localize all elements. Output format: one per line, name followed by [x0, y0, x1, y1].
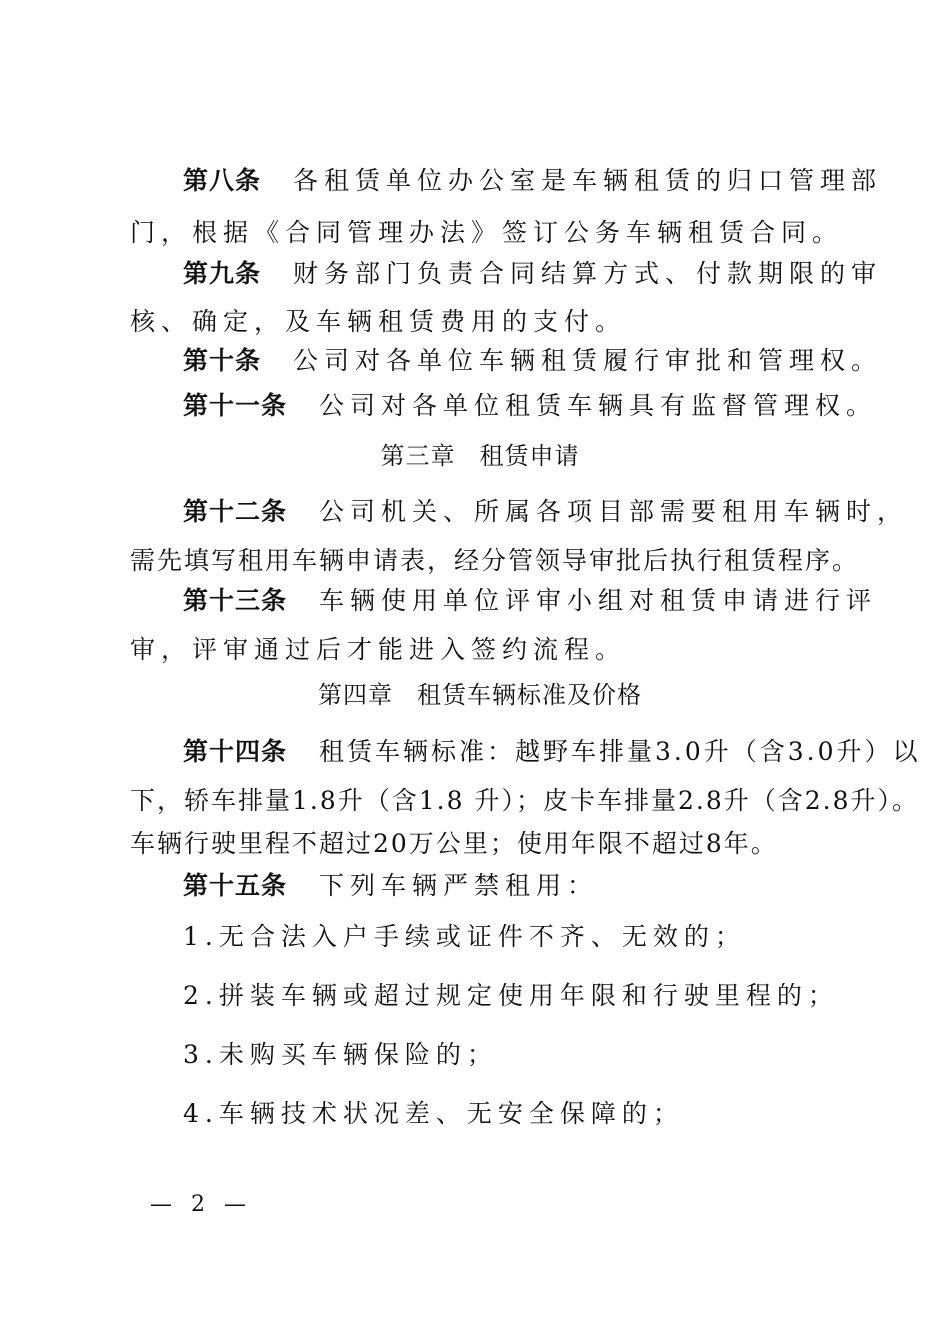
- article-11-label: 第十一条: [183, 391, 288, 420]
- article-14-text: 租赁车辆标准：越野车排量3.0升（含3.0升）以: [319, 737, 921, 766]
- article-15-text: 下列车辆严禁租用：: [319, 871, 599, 900]
- page-number: — 2 —: [150, 1192, 252, 1217]
- chapter-4-heading: [130, 675, 830, 715]
- article-9-text: 财务部门负责合同结算方式、付款期限的审: [293, 259, 883, 288]
- article-15-item-4: 4.车辆技术状况差、无安全保障的；: [183, 1099, 684, 1128]
- article-12-line-1: [183, 492, 909, 532]
- article-13-text: 车辆使用单位评审小组对租赁申请进行评: [319, 586, 878, 615]
- chapter-3-title: 租赁申请: [479, 442, 580, 470]
- article-14-line-1: [183, 732, 921, 772]
- article-10-label: 第十条: [183, 346, 262, 375]
- article-14-line-2: 下，轿车排量1.8升（含1.8 升）；皮卡车排量2.8升（含2.8升）。: [130, 786, 919, 815]
- article-12-label: 第十二条: [183, 497, 288, 526]
- article-13-line-1: [183, 581, 878, 621]
- chapter-4-title: 租赁车辆标准及价格: [417, 681, 642, 709]
- article-12-line-2: 需先填写租用车辆申请表，经分管领导审批后执行租赁程序。: [130, 546, 860, 575]
- article-8-line-1: [183, 161, 883, 201]
- article-9-label: 第九条: [183, 259, 262, 288]
- article-13-line-2: 审，评审通过后才能进入签约流程。: [130, 635, 627, 664]
- article-11-text: 公司对各单位租赁车辆具有监督管理权。: [319, 391, 878, 420]
- chapter-3-heading: [130, 436, 830, 476]
- article-11-line-1: [183, 386, 878, 426]
- article-14-label: 第十四条: [183, 737, 288, 766]
- chapter-4-number: 第四章: [318, 681, 393, 709]
- article-9-line-2: 核、确定，及车辆租赁费用的支付。: [130, 307, 627, 336]
- article-14-line-3: 车辆行驶里程不超过20万公里；使用年限不超过8年。: [130, 829, 778, 858]
- article-8-line-2: 门，根据《合同管理办法》签订公务车辆租赁合同。: [130, 218, 844, 247]
- article-15-item-2: 2.拼装车辆或超过规定使用年限和行驶里程的；: [183, 981, 839, 1010]
- chapter-3-number: 第三章: [380, 442, 456, 470]
- article-15-item-3: 3.未购买车辆保险的；: [183, 1040, 498, 1069]
- article-10-line-1: [183, 341, 883, 381]
- article-8-text: 各租赁单位办公室是车辆租赁的归口管理部: [293, 166, 883, 195]
- article-13-label: 第十三条: [183, 586, 288, 615]
- article-15-line-1: [183, 866, 833, 906]
- article-8-label: 第八条: [183, 166, 262, 195]
- article-15-item-1: 1.无合法入户手续或证件不齐、无效的；: [183, 922, 746, 951]
- article-15-label: 第十五条: [183, 871, 288, 900]
- article-10-text: 公司对各单位车辆租赁履行审批和管理权。: [293, 346, 883, 375]
- article-9-line-1: [183, 254, 883, 294]
- article-12-text: 公司机关、所属各项目部需要租用车辆时，: [319, 497, 909, 526]
